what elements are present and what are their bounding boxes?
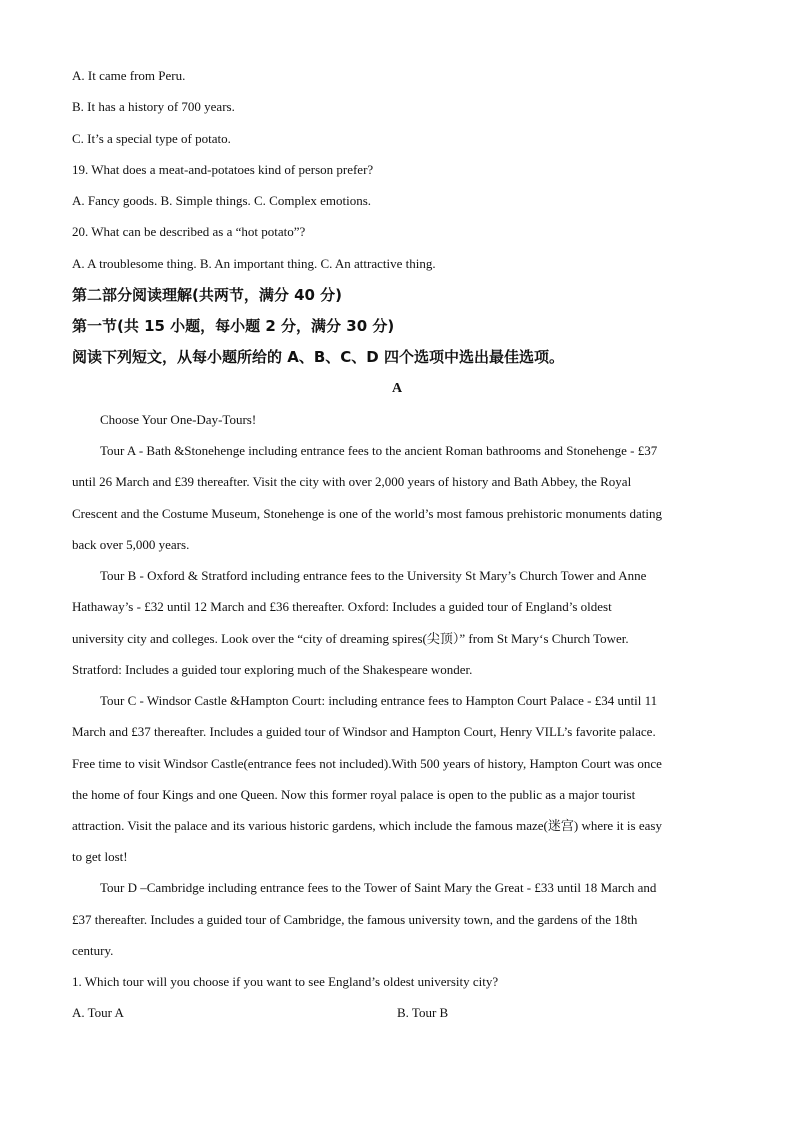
text-line: Crescent and the Costume Museum, Stonehenge is one of the world’s most famous prehistoric monuments dating	[72, 506, 662, 521]
text-line: Tour C - Windsor Castle &Hampton Court: including entrance fees to Hampton Court Palace - £34 until 11	[100, 693, 658, 708]
text-line: Stratford: Includes a guided tour exploring much of the Shakespeare wonder.	[72, 662, 473, 677]
text-line: B. It has a history of 700 years.	[72, 99, 235, 114]
text-line: the home of four Kings and one Queen. Now this former royal palace is open to the public as a major tourist	[72, 787, 636, 802]
text-line: A. Fancy goods. B. Simple things. C. Complex emotions.	[72, 193, 372, 208]
text-line: Hathaway’s - £32 until 12 March and £36 thereafter. Oxford: Includes a guided tour of England’s oldest	[72, 599, 612, 614]
text-line: March and £37 thereafter. Includes a guided tour of Windsor and Hampton Court, Henry VILL’s favorite palace.	[72, 724, 656, 739]
text-line: 1. Which tour will you choose if you want to see England’s oldest university city?	[72, 974, 499, 989]
text-line: A. It came from Peru.	[72, 68, 186, 83]
text-line: attraction. Visit the palace and its various historic gardens, which include the famous maze(迷宫) where it is easy	[72, 818, 662, 833]
text-line: university city and colleges. Look over the “city of dreaming spires(尖顶）” from St Mary‘s Church Tower.	[72, 631, 629, 646]
option-a: A. Tour A	[72, 1005, 124, 1020]
text-line: Tour B - Oxford & Stratford including entrance fees to the University St Mary’s Church Tower and Anne	[100, 568, 647, 583]
section-heading: 阅读下列短文，从每小题所给的 A、B、C、D 四个选项中选出最佳选项。	[72, 348, 564, 366]
text-line: Free time to visit Windsor Castle(entrance fees not included).With 500 years of history, Hampton Court was once	[72, 756, 662, 771]
text-line: C. It’s a special type of potato.	[72, 131, 231, 146]
text-line: until 26 March and £39 thereafter. Visit the city with over 2,000 years of history and Bath Abbey, the Royal	[72, 474, 632, 489]
section-heading: 第二部分阅读理解(共两节，满分 40 分)	[72, 286, 343, 304]
text-line: Choose Your One-Day-Tours!	[100, 412, 257, 427]
text-line: back over 5,000 years.	[72, 537, 190, 552]
text-line: A. A troublesome thing. B. An important thing. C. An attractive thing.	[72, 256, 436, 271]
text-line: to get lost!	[72, 849, 128, 864]
text-line: 19. What does a meat-and-potatoes kind of person prefer?	[72, 162, 374, 177]
option-b: B. Tour B	[397, 1005, 449, 1020]
passage-label: A	[391, 381, 403, 396]
text-line: century.	[72, 943, 114, 958]
text-line: Tour A - Bath &Stonehenge including entrance fees to the ancient Roman bathrooms and Stonehenge - £37	[100, 443, 658, 458]
section-heading: 第一节(共 15 小题，每小题 2 分，满分 30 分)	[72, 317, 395, 335]
text-line: £37 thereafter. Includes a guided tour of Cambridge, the famous university town, and the gardens of the 18th	[72, 912, 638, 927]
text-line: Tour D –Cambridge including entrance fees to the Tower of Saint Mary the Great - £33 until 18 March and	[100, 880, 657, 895]
text-line: 20. What can be described as a “hot potato”?	[72, 224, 306, 239]
